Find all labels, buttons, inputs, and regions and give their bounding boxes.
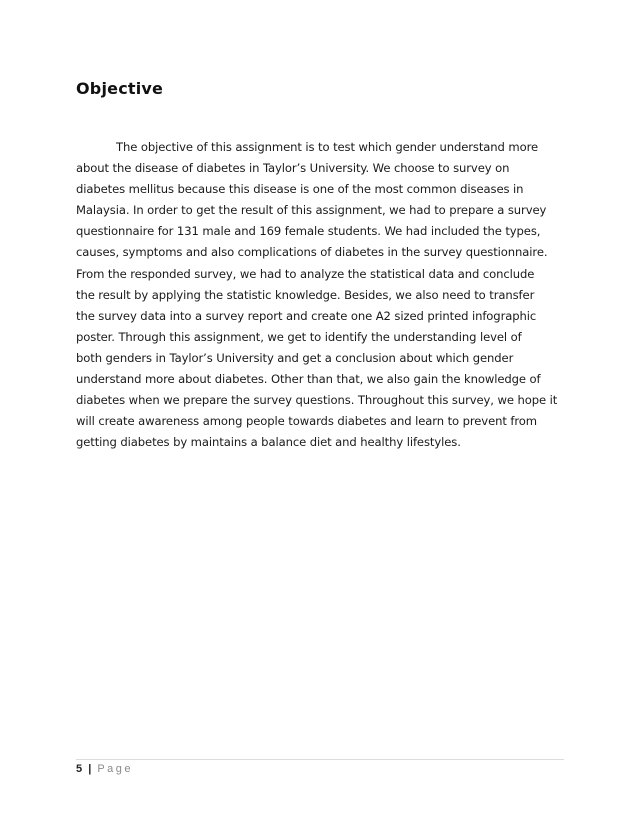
paragraph-line: questionnaire for 131 male and 169 female students. We had included the types, [76, 224, 541, 239]
paragraph-line: diabetes mellitus because this disease is one of the most common diseases in [76, 182, 524, 197]
paragraph-line: Malaysia. In order to get the result of this assignment, we had to prepare a survey [76, 203, 547, 218]
footer-divider [76, 759, 564, 760]
paragraph-line: causes, symptoms and also complications of diabetes in the survey questionnaire. [76, 245, 548, 260]
page-label: Page [97, 763, 134, 775]
objective-paragraph [76, 137, 568, 453]
paragraph-line: The objective of this assignment is to test which gender understand more [116, 140, 539, 154]
paragraph-line: diabetes when we prepare the survey questions. Throughout this survey, we hope it [76, 393, 558, 408]
footer-separator: | [88, 763, 92, 775]
page-number: 5 [76, 763, 83, 775]
paragraph-line: about the disease of diabetes in Taylor’s University. We choose to survey on [76, 161, 510, 176]
paragraph-line: poster. Through this assignment, we get to identify the understanding level of [76, 329, 522, 344]
paragraph-line: getting diabetes by maintains a balance diet and healthy lifestyles. [76, 435, 461, 450]
section-heading: Objective [76, 79, 164, 98]
paragraph-line: understand more about diabetes. Other than that, we also gain the knowledge of [76, 372, 541, 387]
paragraph-line: the result by applying the statistic knowledge. Besides, we also need to transfer [76, 287, 535, 302]
paragraph-line: both genders in Taylor’s University and get a conclusion about which gender [76, 350, 514, 365]
paragraph-line: the survey data into a survey report and create one A2 sized printed infographic [76, 308, 537, 323]
page-footer [76, 763, 133, 775]
paragraph-line: From the responded survey, we had to analyze the statistical data and conclude [76, 266, 535, 281]
paragraph-line: will create awareness among people towards diabetes and learn to prevent from [76, 414, 537, 429]
